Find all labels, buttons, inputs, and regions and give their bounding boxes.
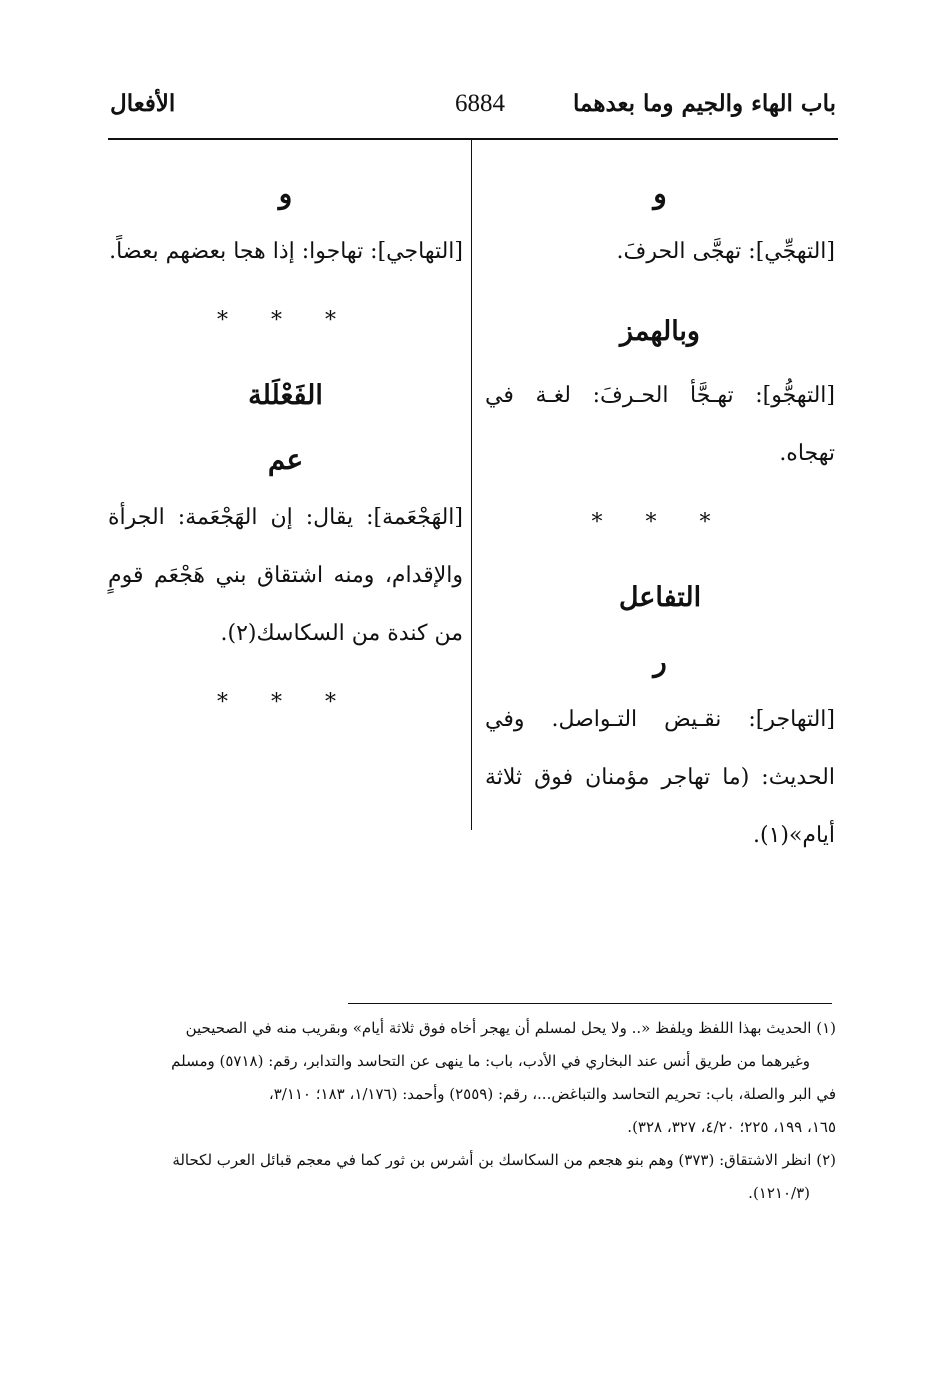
right-column [485,165,835,865]
letter-heading: و [278,177,293,210]
section-title: الأفعال [110,90,176,117]
header-rule [108,138,838,140]
subsection-heading: وبالهمز [620,316,700,347]
footnote-1-cont: وغيرهما من طريق أنس عند البخاري في الأدب، باب: ما ينهى عن التحاسد والتدابر، رقم: (٥٧١٨) ومسلم [171,1052,810,1070]
entry-tahajur: [التهاجر]: نقـيض التـواصل. وفي الحديث: (ما تهاجر مؤمنان فوق ثلاثة أيام»(١). [485,707,835,848]
page-number: 6884 [455,90,505,117]
entry-tahajji: [التهجِّي]: تهجَّى الحرفَ. [616,239,835,264]
letter-heading: ر [653,645,667,678]
footnote-1: (١) الحديث بهذا اللفظ ويلفظ «.. ولا يحل لمسلم أن يهجر أخاه فوق ثلاثة أيام» وبقريب منه في الصحيحين [185,1019,836,1037]
section-separator: * * * [591,510,729,535]
column-divider [471,140,472,830]
chapter-title: باب الهاء والجيم وما بعدهما [573,90,836,117]
left-column [108,165,463,743]
letter-heading: عم [267,443,304,476]
section-heading: التفاعل [618,582,702,613]
letter-heading: و [653,177,667,210]
section-separator: * * * [217,690,354,715]
footnote-rule [348,1003,832,1004]
entry-hajama: [الهَجْعَمة]: يقال: إن الهَجْعَمة: الجرأة والإقدام، ومنه اشتقاق بني هَجْعَم قومٍ من كندة من السكاسك(٢). [108,505,463,646]
footnote-1-cont: في البر والصلة، باب: تحريم التحاسد والتباغض...، رقم: (٢٥٥٩) وأحمد: (١/١٧٦، ١٨٣؛ ٣/١١٠، [268,1085,836,1103]
section-separator: * * * [217,308,354,333]
section-heading: الفَعْلَلة [248,380,323,411]
entry-tahajju: [التهجُّو]: تهـجَّأ الحـرفَ: لغـة في تهجاه. [485,383,835,466]
footnote-2: (٢) انظر الاشتقاق: (٣٧٣) وهم بنو هجعم من السكاسك بن أشرس بن ثور كما في معجم قبائل العرب لكحالة [172,1151,836,1169]
entry-tahaji: [التهاجي]: تهاجوا: إذا هجا بعضهم بعضاً. [109,239,463,264]
footnote-1-cont: ١٦٥، ١٩٩، ٢٢٥؛ ٤/٢٠، ٣٢٧، ٣٢٨). [627,1118,836,1136]
footnote-2-cont: (١٢١٠/٣). [748,1184,810,1202]
footnotes [108,1012,836,1210]
